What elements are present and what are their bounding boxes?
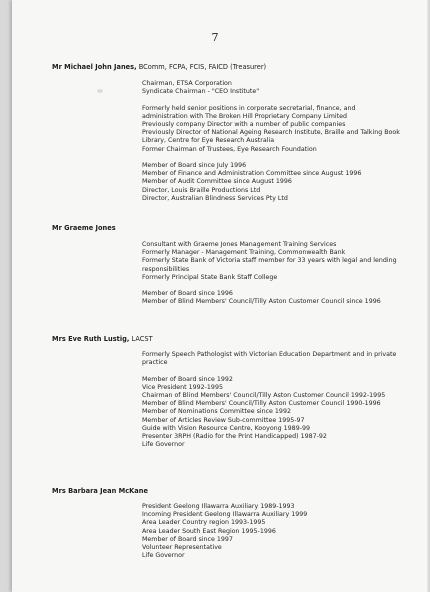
detail-line: Former Chairman of Trustees, Eye Research Foundation: [142, 145, 317, 153]
detail-line: Member of Audit Committee since August 1996: [142, 178, 292, 186]
page-number: 7: [211, 31, 219, 44]
person-name-line: [52, 63, 266, 71]
detail-line: Member of Board since 1992: [142, 375, 233, 383]
person-details: [142, 503, 400, 560]
detail-line: Member of Board since 1996: [142, 290, 233, 298]
person-credentials: LACST: [129, 335, 153, 343]
person-name: Mrs Barbara Jean McKane: [52, 487, 148, 495]
detail-line: Member of Blind Members' Council/Tilly Aston Customer Council 1990-1996: [142, 400, 381, 408]
detail-line: Member of Finance and Administration Committee since August 1996: [142, 170, 362, 178]
detail-line: Area Leader Country region 1993-1995: [142, 519, 266, 527]
detail-line: Member of Nominations Committee since 1992: [142, 408, 291, 416]
detail-line: Member of Board since July 1996: [142, 162, 247, 169]
person-details: [142, 241, 400, 307]
person-name-line: [52, 335, 153, 343]
person-name-line: [52, 487, 148, 495]
detail-line: Director, Louis Braille Productions Ltd: [142, 186, 261, 194]
detail-line: Formerly Speech Pathologist with Victorian Education Department and in private practice: [142, 351, 397, 367]
detail-line: President Geelong Illawarra Auxiliary 1989-1993: [142, 503, 295, 510]
person-details: [142, 80, 400, 203]
detail-line: Formerly held senior positions in corporate secretarial, finance, and administration with The Broken Hill Proprietary Company Limited: [142, 104, 356, 120]
detail-line: Syndicate Chairman - "CEO Institute": [142, 88, 260, 96]
person-details: [142, 351, 400, 449]
detail-line: Guide with Vision Resource Centre, Kooyong 1989-99: [142, 424, 310, 432]
detail-line: Formerly State Bank of Victoria staff member for 33 years with legal and lending responsibilities: [142, 257, 397, 273]
person-name: Mr Michael John Janes,: [52, 63, 137, 71]
detail-line: Chairman, ETSA Corporation: [142, 80, 232, 87]
person-name: Mrs Eve Ruth Lustig,: [52, 335, 130, 343]
detail-line: Consultant with Graeme Jones Management Training Services: [142, 241, 337, 248]
detail-line: Member of Board since 1997: [142, 535, 233, 543]
paper-smudge: [97, 89, 103, 93]
detail-line: Vice President 1992-1995: [142, 383, 223, 391]
person-credentials: BComm, FCPA, FCIS, FAICD (Treasurer): [136, 63, 267, 71]
detail-line: Previously Director of National Ageing Research Institute, Braille and Talking Book Library, Centre for Eye Research Australia: [142, 129, 400, 145]
detail-line: Life Governor: [142, 552, 185, 560]
detail-line: Presenter 3RPH (Radio for the Print Handicapped) 1987-92: [142, 433, 327, 441]
detail-line: Director, Australian Blindness Services Pty Ltd: [142, 194, 288, 202]
detail-line: Incoming President Geelong Illawarra Auxiliary 1999: [142, 511, 308, 519]
detail-line: Chairman of Blind Members' Council/Tilly Aston Customer Council 1992-1995: [142, 392, 386, 399]
person-name: Mr Graeme Jones: [52, 224, 116, 232]
detail-line: Volunteer Representative: [142, 544, 222, 552]
detail-line: Formerly Manager - Management Training, Commonwealth Bank: [142, 249, 346, 257]
person-name-line: [52, 224, 116, 232]
detail-line: Life Governor: [142, 441, 185, 449]
detail-line: Previously company Director with a number of public companies: [142, 121, 346, 128]
detail-line: Member of Blind Members' Council/Tilly Aston Customer Council since 1996: [142, 298, 381, 306]
detail-line: Area Leader South East Region 1995-1996: [142, 527, 276, 535]
detail-line: Formerly Principal State Bank Staff College: [142, 273, 278, 281]
detail-line: Member of Articles Review Sub-committee 1995-97: [142, 416, 305, 424]
